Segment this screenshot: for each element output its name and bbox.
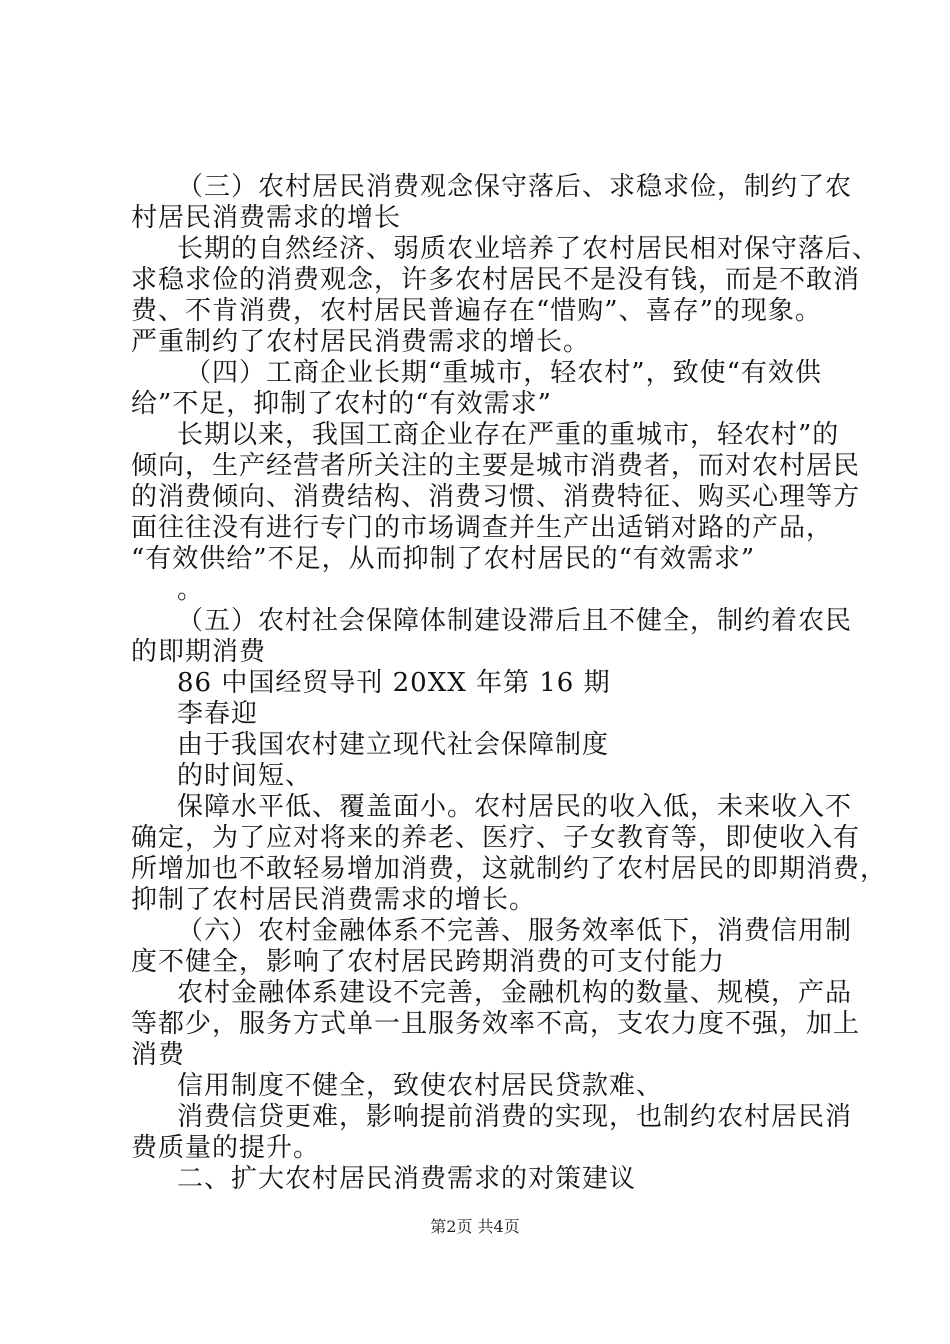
paragraph-line: 费、不肯消费，农村居民普遍存在“惜购”、喜存”的现象。 bbox=[131, 296, 822, 326]
section-heading-6-line-2: 度不健全，影响了农村居民跨期消费的可支付能力 bbox=[131, 947, 726, 977]
section-heading-3-line-1: （三）农村居民消费观念保守落后、求稳求俭，制约了农 bbox=[177, 172, 853, 202]
paragraph-line: 信用制度不健全，致使农村居民贷款难、 bbox=[177, 1071, 664, 1101]
paragraph-line: 长期以来，我国工商企业存在严重的重城市，轻农村”的 bbox=[177, 420, 840, 450]
paragraph-line: 的时间短、 bbox=[177, 761, 313, 791]
paragraph-line: 确定，为了应对将来的养老、医疗、子女教育等，即使收入有 bbox=[131, 823, 861, 853]
paragraph-line: 消费信贷更难，影响提前消费的实现，也制约农村居民消 bbox=[177, 1102, 853, 1132]
paragraph-line: 的消费倾向、消费结构、消费习惯、消费特征、购买心理等方 bbox=[131, 482, 861, 512]
paragraph-line: 抑制了农村居民消费需求的增长。 bbox=[131, 885, 537, 915]
section-heading-5-line-2: 的即期消费 bbox=[131, 637, 267, 667]
source-citation: 86 中国经贸导刊 20XX 年第 16 期 bbox=[177, 668, 611, 698]
section-heading-5-line-1: （五）农村社会保障体制建设滞后且不健全，制约着农民 bbox=[177, 606, 853, 636]
paragraph-line: “有效供给”不足，从而抑制了农村居民的“有效需求” bbox=[131, 544, 756, 574]
section-heading-4-line-1: （四）工商企业长期“重城市，轻农村”，致使“有效供 bbox=[185, 358, 822, 388]
page-footer: 第2页 共4页 bbox=[430, 1217, 520, 1236]
paragraph-line: 严重制约了农村居民消费需求的增长。 bbox=[131, 327, 591, 357]
paragraph-line: 求稳求俭的消费观念，许多农村居民不是没有钱，而是不敢消 bbox=[131, 265, 861, 295]
paragraph-line: 由于我国农村建立现代社会保障制度 bbox=[177, 730, 610, 760]
paragraph-line: 。 bbox=[177, 575, 205, 605]
paragraph-line: 倾向，生产经营者所关注的主要是城市消费者，而对农村居民 bbox=[131, 451, 861, 481]
paragraph-line: 所增加也不敢轻易增加消费，这就制约了农村居民的即期消费， bbox=[131, 854, 888, 884]
section-heading-6-line-1: （六）农村金融体系不完善、服务效率低下，消费信用制 bbox=[177, 916, 853, 946]
section-heading-2: 二、扩大农村居民消费需求的对策建议 bbox=[177, 1164, 637, 1194]
section-heading-3-line-2: 村居民消费需求的增长 bbox=[131, 203, 402, 233]
paragraph-line: 长期的自然经济、弱质农业培养了农村居民相对保守落后、 bbox=[177, 234, 880, 264]
paragraph-line: 农村金融体系建设不完善，金融机构的数量、规模，产品 bbox=[177, 978, 853, 1008]
paragraph-line: 面往往没有进行专门的市场调查并生产出适销对路的产品， bbox=[131, 513, 834, 543]
document-body bbox=[131, 172, 888, 1195]
paragraph-line: 等都少，服务方式单一且服务效率不高，支农力度不强，加上 bbox=[131, 1009, 861, 1039]
section-heading-4-line-2: 给”不足，抑制了农村的“有效需求” bbox=[131, 389, 552, 419]
author-name: 李春迎 bbox=[177, 699, 259, 729]
paragraph-line: 保障水平低、覆盖面小。农村居民的收入低，未来收入不 bbox=[177, 792, 853, 822]
paragraph-line: 消费 bbox=[131, 1040, 186, 1070]
paragraph-line: 费质量的提升。 bbox=[131, 1133, 321, 1163]
